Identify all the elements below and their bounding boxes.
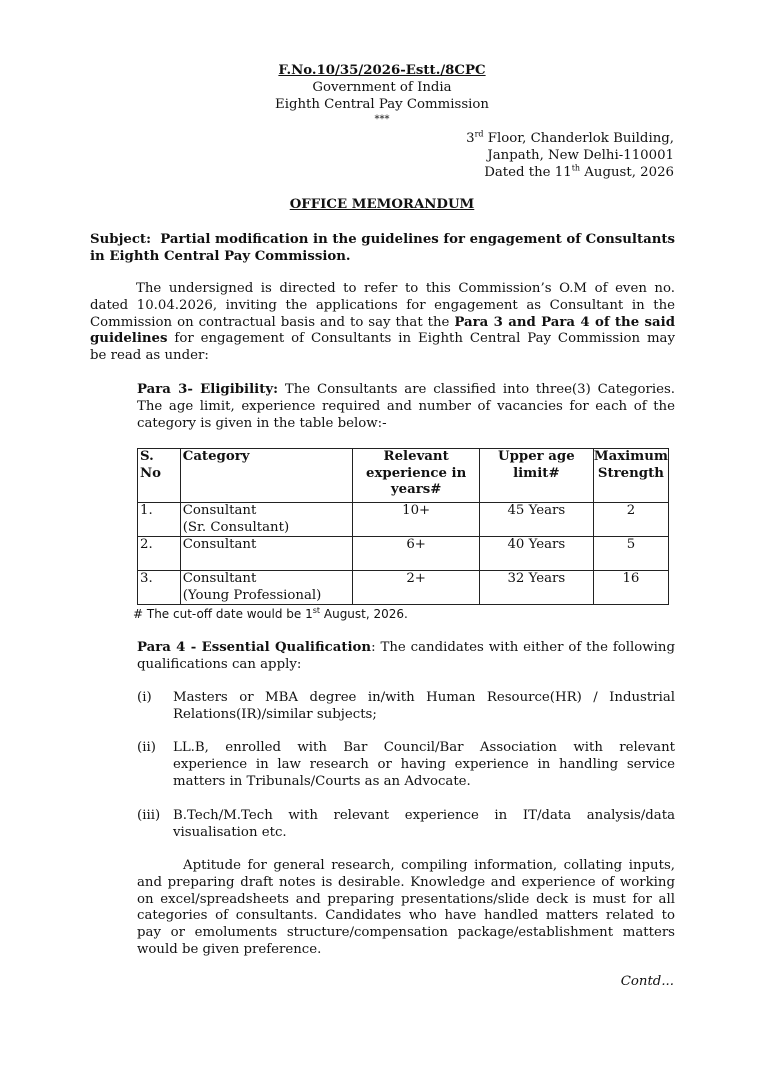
category-table <box>137 448 669 605</box>
row-upper-age: 45 Years <box>479 503 593 537</box>
qualification-line: experience in law research or having experience in handling service <box>173 756 675 772</box>
row-category: Consultant <box>180 537 353 571</box>
row-experience: 2+ <box>353 571 479 605</box>
commission-line: Eighth Central Pay Commission <box>274 97 490 112</box>
row-category: Consultant (Sr. Consultant) <box>180 503 353 537</box>
address-line-2: Janpath, New Delhi-110001 <box>487 147 674 163</box>
government-line: Government of India <box>312 80 452 95</box>
aptitude-line: Aptitude for general research, compiling information, collating inputs, <box>183 858 675 873</box>
aptitude-line: on excel/spreadsheets and preparing presentations/slide deck is must for all <box>137 891 675 907</box>
para4-heading: Para 4 - Essential Qualification <box>137 640 372 655</box>
qualification-line: visualisation etc. <box>173 824 287 840</box>
table-footnote: # The cut-off date would be 1st August, 2026. <box>133 606 408 621</box>
aptitude-line: would be given preference. <box>137 941 322 957</box>
qualification-line: Relations(IR)/similar subjects; <box>173 706 377 722</box>
row-sno: 1. <box>138 503 181 537</box>
row-experience: 6+ <box>353 537 479 571</box>
table-header-row <box>138 449 669 503</box>
row-strength: 5 <box>593 537 668 571</box>
header-sno: S. No <box>138 449 181 503</box>
intro-line-3: Commission on contractual basis and to say that the Para 3 and Para 4 of the said <box>90 314 675 330</box>
table-row <box>138 503 669 537</box>
table-row <box>138 571 669 605</box>
subject-line-2: in Eighth Central Pay Commission. <box>90 248 351 264</box>
row-category: Consultant (Young Professional) <box>180 571 353 605</box>
row-upper-age: 40 Years <box>479 537 593 571</box>
aptitude-paragraph <box>137 858 675 959</box>
aptitude-line: and preparing draft notes is desirable. Knowledge and experience of working <box>137 874 675 890</box>
header-experience: Relevant experience in years# <box>353 449 479 503</box>
subject-block <box>90 232 675 266</box>
intro-line-5: be read as under: <box>90 348 209 364</box>
para4-block <box>137 640 675 674</box>
row-sno: 2. <box>138 537 181 571</box>
row-strength: 2 <box>593 503 668 537</box>
separator-stars: *** <box>374 114 390 125</box>
subject-line-1: Partial modification in the guidelines for engagement of Consultants <box>160 232 675 247</box>
qualification-number: (ii) <box>137 740 156 755</box>
page-title: OFFICE MEMORANDUM <box>289 197 475 212</box>
para4-line-1: Para 4 - Essential Qualification: The candidates with either of the following <box>137 640 675 655</box>
address-line-1: 3rd Floor, Chanderlok Building, <box>466 129 674 146</box>
para3-line-2: The age limit, experience required and number of vacancies for each of the <box>137 398 675 414</box>
row-strength: 16 <box>593 571 668 605</box>
subject-label: Subject: <box>90 232 151 247</box>
row-sno: 3. <box>138 571 181 605</box>
qualification-list-item <box>137 690 675 724</box>
row-upper-age: 32 Years <box>479 571 593 605</box>
para3-heading: Para 3- Eligibility: <box>137 382 278 397</box>
intro-line-1: The undersigned is directed to refer to this Commission’s O.M of even no. <box>136 281 675 296</box>
continued-note: Contd... <box>620 974 674 989</box>
qualification-line: LL.B, enrolled with Bar Council/Bar Association with relevant <box>173 740 675 755</box>
aptitude-line: pay or emoluments structure/compensation package/establishment matters <box>137 925 675 941</box>
para3-line-3: category is given in the table below:- <box>137 415 387 431</box>
header-max-strength: Maximum Strength <box>593 449 668 503</box>
intro-paragraph <box>90 281 675 365</box>
qualification-number: (iii) <box>137 808 161 823</box>
para3-line-1: Para 3- Eligibility: The Consultants are classified into three(3) Categories. <box>137 382 675 397</box>
para3-block <box>137 382 675 432</box>
file-number: F.No.10/35/2026-Estt./8CPC <box>278 63 486 78</box>
dated-line: Dated the 11th August, 2026 <box>484 163 674 180</box>
address-block <box>466 131 674 181</box>
intro-line-4: guidelines for engagement of Consultants in Eighth Central Pay Commission may <box>90 331 675 347</box>
para4-line-2: qualifications can apply: <box>137 656 302 672</box>
aptitude-line: categories of consultants. Candidates who have handled matters related to <box>137 908 675 924</box>
qualification-list-item <box>137 740 675 790</box>
qualification-list-item <box>137 808 675 842</box>
qualification-number: (i) <box>137 690 152 705</box>
qualification-line: Masters or MBA degree in/with Human Resource(HR) / Industrial <box>173 690 675 705</box>
header-category: Category <box>180 449 353 503</box>
qualification-line: B.Tech/M.Tech with relevant experience in IT/data analysis/data <box>173 808 675 823</box>
qualification-line: matters in Tribunals/Courts as an Advocate. <box>173 773 471 789</box>
intro-line-2: dated 10.04.2026, inviting the applications for engagement as Consultant in the <box>90 297 675 313</box>
header-upper-age: Upper age limit# <box>479 449 593 503</box>
row-experience: 10+ <box>353 503 479 537</box>
table-row <box>138 537 669 571</box>
